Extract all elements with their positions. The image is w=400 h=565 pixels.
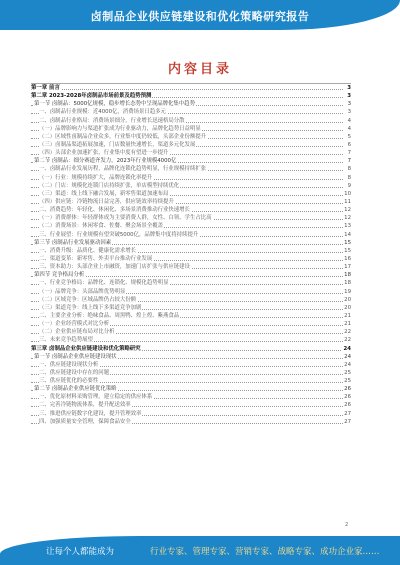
toc-entry[interactable] bbox=[31, 182, 351, 190]
toc-entry[interactable] bbox=[31, 288, 351, 296]
toc-entry-page: 9 bbox=[347, 182, 351, 189]
toc-entry-page: 5 bbox=[347, 133, 351, 140]
toc-entry-label: （二）区域竞争：区域品牌仍占较大份额 bbox=[39, 296, 137, 303]
toc-entry-label: （一）企业经营模式对比分析 bbox=[39, 321, 110, 328]
toc-entry[interactable] bbox=[31, 239, 351, 247]
toc-entry-label: 第三节 卤制品行业发展驱动因素 bbox=[34, 239, 112, 246]
toc-entry-label: 第一节 卤制品：5000亿规模，稳步增长态势中呈现品牌化集中趋势 bbox=[34, 101, 195, 108]
footer-roles: 行业专家、管理专家、营销专家、战略专家、成功企业家…… bbox=[150, 547, 380, 557]
toc-entry-page: 3 bbox=[347, 93, 351, 100]
toc-entry-page: 26 bbox=[344, 402, 351, 409]
toc-entry-label: 二、主要企业分析：绝味食品、周黑鸭、煌上煌、紫燕食品 bbox=[39, 312, 180, 319]
toc-entry-page: 20 bbox=[344, 296, 351, 303]
toc-entry[interactable] bbox=[31, 353, 351, 361]
toc-entry-page: 11 bbox=[344, 198, 351, 205]
toc-heading: 内容目录 bbox=[167, 62, 232, 77]
toc-entry[interactable] bbox=[31, 320, 351, 328]
toc-entry-label: 一、消费升级：品质化、健康化需求增长 bbox=[39, 247, 137, 254]
toc-entry-label: 二、完善冷链物流体系，提升配送效率 bbox=[39, 402, 131, 409]
toc-entry-page: 12 bbox=[344, 215, 351, 222]
toc-entry-label: （一）品牌影响力与渠道扩张成为行业驱动力，品牌化趋势日益明显 bbox=[39, 125, 201, 132]
toc-entry-page: 3 bbox=[347, 85, 351, 91]
toc-entry-label: 二、消费趋势：年轻化、休闲化、多场景消费推动行业快速增长 bbox=[39, 207, 190, 214]
toc-entry-page: 4 bbox=[347, 117, 351, 124]
toc-entry[interactable] bbox=[31, 214, 351, 222]
toc-entry-label: 第二节 卤制品：细分赛道齐发力，2023年行业规模4000亿 bbox=[34, 158, 177, 165]
toc-entry-label: 第一节 卤制品企业供应链建设现状 bbox=[34, 353, 117, 360]
toc-entry[interactable] bbox=[31, 84, 351, 92]
toc-entry[interactable] bbox=[31, 117, 351, 125]
toc-entry-label: （三）渠道：线上线下融合发展，新零售渠道加速布局 bbox=[39, 190, 169, 197]
toc-leader-dots bbox=[31, 89, 343, 90]
toc-entry[interactable] bbox=[31, 410, 351, 418]
page-number: 2 bbox=[345, 522, 349, 528]
toc-entry-page: 12 bbox=[344, 207, 351, 214]
toc-entry-page: 24 bbox=[344, 361, 351, 368]
toc-entry[interactable] bbox=[31, 263, 351, 271]
toc-entry-label: 三、未来竞争趋势展望 bbox=[39, 337, 93, 344]
toc-entry[interactable] bbox=[31, 304, 351, 312]
toc-entry[interactable] bbox=[31, 279, 351, 287]
toc-entry[interactable] bbox=[31, 149, 351, 157]
toc-entry-page: 3 bbox=[347, 101, 351, 108]
toc-entry-label: 一、卤制品行业规模：近4000亿，消费场景日趋多元 bbox=[39, 109, 166, 116]
toc-entry[interactable] bbox=[31, 345, 351, 353]
toc-entry[interactable] bbox=[31, 174, 351, 182]
toc-entry-page: 26 bbox=[344, 386, 351, 393]
toc-entry[interactable] bbox=[31, 393, 351, 401]
toc-entry-page: 17 bbox=[344, 264, 351, 271]
toc-entry[interactable] bbox=[31, 133, 351, 141]
toc-entry-page: 27 bbox=[344, 410, 351, 417]
toc-entry-label: 四、加强质量安全管理，保障食品安全 bbox=[39, 418, 131, 425]
toc-entry-label: 二、供应链建设中存在的问题 bbox=[39, 369, 110, 376]
toc-entry[interactable] bbox=[31, 312, 351, 320]
toc-entry-page: 25 bbox=[344, 369, 351, 376]
toc-entry-page: 8 bbox=[347, 174, 351, 181]
toc-entry-page: 25 bbox=[344, 378, 351, 385]
toc-entry[interactable] bbox=[31, 92, 351, 100]
footer-banner bbox=[0, 536, 400, 565]
report-title: 卤制品企业供应链建设和优化策略研究报告 bbox=[90, 10, 310, 23]
toc-entry-page: 18 bbox=[344, 272, 351, 279]
toc-entry-page: 26 bbox=[344, 394, 351, 401]
toc-entry[interactable] bbox=[31, 100, 351, 108]
toc-entry-label: 三、供应链优化的必要性 bbox=[39, 378, 99, 385]
toc-entry-label: 第四节 竞争格局分析 bbox=[34, 272, 85, 279]
toc-entry-page: 27 bbox=[344, 418, 351, 425]
toc-entry-page: 24 bbox=[343, 345, 351, 352]
toc-entry[interactable] bbox=[31, 165, 351, 173]
toc-entry-page: 10 bbox=[344, 190, 351, 197]
toc-entry-page: 7 bbox=[347, 158, 351, 165]
toc-entry-label: 第二章 2023-2028年卤制品市场前景及趋势预测 bbox=[31, 93, 152, 100]
toc-entry-label: 三、行业展望：行业规模有望突破5000亿，品牌集中度将持续提升 bbox=[39, 231, 199, 238]
toc-entry-label: （三）渠道竞争：线上线下多渠道竞争加剧 bbox=[39, 304, 142, 311]
toc-entry[interactable] bbox=[31, 361, 351, 369]
toc-entry[interactable] bbox=[31, 377, 351, 385]
toc-entry-page: 15 bbox=[344, 239, 351, 246]
toc-entry-label: 一、行业竞争格局：品牌化、连锁化、规模化趋势明显 bbox=[39, 280, 169, 287]
toc-entry-label: 第三章 卤制品企业供应链建设和优化策略研究 bbox=[31, 345, 141, 352]
toc-entry-label: 一、优化原材料采购管理，建立稳定的供应体系 bbox=[39, 394, 153, 401]
toc-entry-label: 第一章 前言 bbox=[31, 85, 60, 91]
toc-entry-label: （四）头部企业加速扩张，行业集中度有望进一步提升 bbox=[39, 150, 169, 157]
toc-entry-label: （二）门店：规模化连锁门店持续扩张，单店模型持续优化 bbox=[39, 182, 180, 189]
toc-entry-page: 13 bbox=[344, 223, 351, 230]
toc-entry-label: 二、卤制品行业格局：消费场景细分，行业增长迅速格局分散 bbox=[39, 117, 185, 124]
toc-entry-label: 第二节 卤制品企业供应链优化策略 bbox=[34, 386, 117, 393]
toc-entry-page: 8 bbox=[347, 166, 351, 173]
report-header-banner bbox=[0, 0, 400, 30]
toc-entry[interactable] bbox=[31, 247, 351, 255]
toc-entry-label: （一）品牌竞争：头部品牌优势明显 bbox=[39, 288, 126, 295]
toc-entry[interactable] bbox=[31, 222, 351, 230]
toc-entry-page: 22 bbox=[344, 337, 351, 344]
toc-entry[interactable] bbox=[31, 198, 351, 206]
toc-entry[interactable] bbox=[31, 141, 351, 149]
toc-entry-page: 3 bbox=[347, 109, 351, 116]
toc-entry-label: （二）企业供应链布局对比分析 bbox=[39, 329, 115, 336]
toc-entry[interactable] bbox=[31, 418, 351, 426]
toc-entry[interactable] bbox=[31, 271, 351, 279]
toc-entry-page: 19 bbox=[344, 288, 351, 295]
toc-entry-label: （一）行业：规模持续扩大，品牌连锁化率提升 bbox=[39, 174, 153, 181]
toc-entry[interactable] bbox=[31, 385, 351, 393]
toc-entry-page: 6 bbox=[347, 141, 351, 148]
toc-entry[interactable] bbox=[31, 231, 351, 239]
table-of-contents bbox=[31, 84, 351, 426]
toc-entry-page: 21 bbox=[344, 321, 351, 328]
toc-entry[interactable] bbox=[31, 369, 351, 377]
toc-entry-label: （四）供应链：冷链物流日益完善，供应链效率持续提升 bbox=[39, 198, 174, 205]
toc-entry-page: 14 bbox=[344, 231, 351, 238]
toc-entry-page: 22 bbox=[344, 329, 351, 336]
toc-entry-page: 20 bbox=[344, 304, 351, 311]
toc-entry-page: 18 bbox=[344, 280, 351, 287]
toc-entry[interactable] bbox=[31, 190, 351, 198]
toc-entry-page: 4 bbox=[347, 125, 351, 132]
toc-entry[interactable] bbox=[31, 328, 351, 336]
toc-entry-label: （二）区域性卤制品企业众多，行业集中度仍较低，头部企业份额提升 bbox=[39, 133, 207, 140]
toc-entry-page: 16 bbox=[344, 255, 351, 262]
toc-entry-label: 一、卤制品行业发展历程，品牌化连锁化趋势明显，行业规模持续扩张 bbox=[39, 166, 207, 173]
toc-entry[interactable] bbox=[31, 296, 351, 304]
toc-entry[interactable] bbox=[31, 336, 351, 344]
toc-entry-label: （二）消费场景：休闲零食、佐餐、聚会场景全覆盖 bbox=[39, 223, 163, 230]
toc-entry[interactable] bbox=[31, 401, 351, 409]
toc-entry-page: 15 bbox=[344, 247, 351, 254]
toc-entry-page: 7 bbox=[347, 150, 351, 157]
toc-entry-label: 一、供应链建设现状分析 bbox=[39, 361, 99, 368]
footer-slogan: 让每个人都能成为 bbox=[46, 547, 115, 557]
toc-entry[interactable] bbox=[31, 206, 351, 214]
toc-entry[interactable] bbox=[31, 157, 351, 165]
toc-entry[interactable] bbox=[31, 125, 351, 133]
toc-entry-label: 二、渠道变革：新零售、外卖平台推动行业发展 bbox=[39, 255, 153, 262]
toc-entry[interactable] bbox=[31, 108, 351, 116]
toc-entry-label: （一）消费群体：年轻群体成为主要消费人群，女性、白领、学生占比高 bbox=[39, 215, 212, 222]
toc-entry-page: 21 bbox=[344, 312, 351, 319]
toc-entry-label: （三）卤制品渠道拓展加速，门店数量快速增长，渠道多元化发展 bbox=[39, 141, 196, 148]
toc-entry-label: 三、推进供应链数字化建设，提升管理效率 bbox=[39, 410, 142, 417]
toc-entry-page: 24 bbox=[344, 353, 351, 360]
toc-entry-label: 三、资本助力：头部企业上市融资，加速门店扩张与供应链建设 bbox=[39, 264, 190, 271]
toc-entry[interactable] bbox=[31, 255, 351, 263]
